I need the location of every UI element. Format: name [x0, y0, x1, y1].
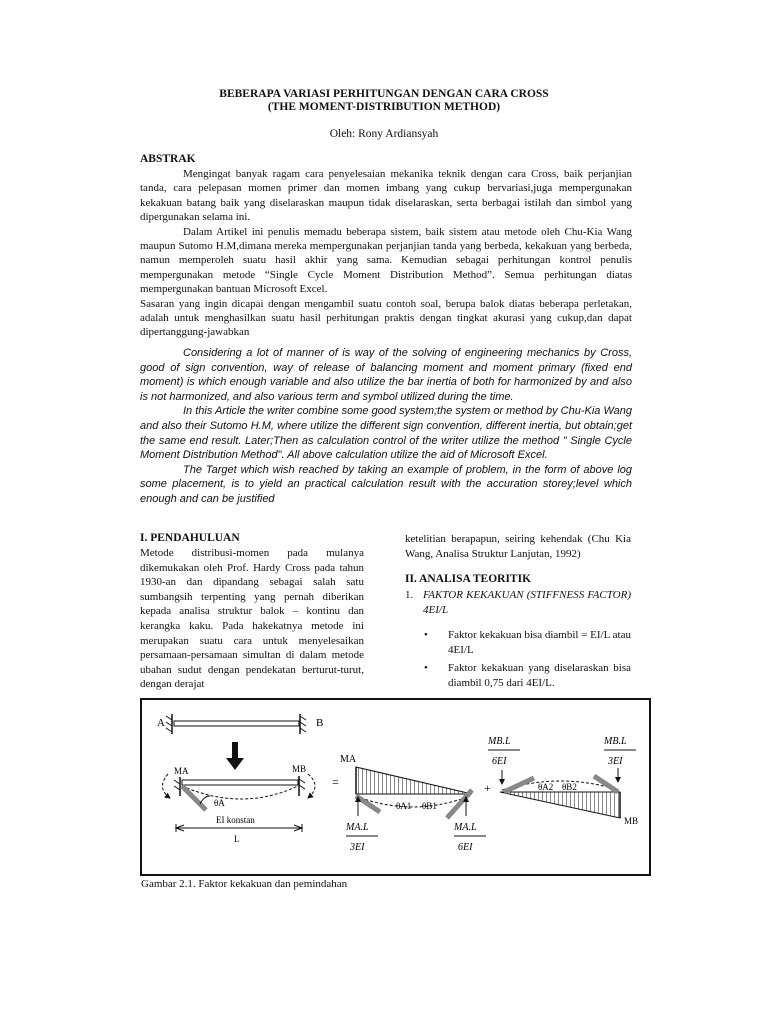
section2-heading: II. ANALISA TEORITIK	[405, 573, 532, 585]
deflected-beam	[162, 764, 315, 844]
label-mb-right: MB	[624, 816, 639, 826]
figure-frame	[140, 698, 651, 876]
frac-ma-3ei-num: MA.L	[346, 822, 369, 833]
label-mb-left: MB	[292, 764, 307, 774]
figure-caption: Gambar 2.1. Faktor kekakuan dan pemindahan	[141, 878, 348, 890]
paper-title-line1: BEBERAPA VARIASI PERHITUNGAN DENGAN CARA CROSS	[219, 88, 549, 100]
plus-sign: +	[484, 781, 491, 795]
english-abstract	[140, 346, 632, 507]
frac-ma-3ei-den: 3EI	[350, 842, 365, 853]
label-theta-a1: θA1	[396, 801, 412, 811]
section1-heading: I. PENDAHULUAN	[140, 532, 240, 544]
label-a: A	[157, 717, 165, 729]
frac-ma-6ei-num: MA.L	[454, 822, 477, 833]
subsection-title: FAKTOR KEKAKUAN (STIFFNESS FACTOR) 4EI/L	[423, 589, 631, 616]
label-theta-a: θA	[214, 798, 225, 808]
abstract-paragraph-1: Mengingat banyak ragam cara penyelesaian mekanika teknik dengan cara Cross, baik perjanjian tanda, cara pelepasan momen primer dan momen imbang yang cukup bervariasi,juga mempergunakan kekakuan batang baik yang diselaraskan maupun tidak diselaraskan, serta berbagai istilah dan simbol yang dipergunakan selama ini.	[140, 168, 632, 224]
label-theta-a2: θA2	[538, 782, 554, 792]
label-ma-left: MA	[174, 766, 189, 776]
frac-mb-3ei-num: MB.L	[604, 736, 627, 747]
english-paragraph-1: Considering a lot of manner of is way of the solving of engineering mechanics by Cross, good of sign convention, way of release of balancing moment and moment primary (fixed end moment) is which enough variable and also utilize the bar inertia of both for harmonized by and also is not harmonized, and also various term and symbol utilized during the time.	[140, 347, 632, 403]
abstract-body	[140, 167, 632, 340]
equals-sign: =	[332, 775, 339, 789]
english-paragraph-2: In this Article the writer combine some good system;the system or method by Chu-Kia Wang and also their Sutomo H.M, where utilize the different sign convention, different inertia, but obtain;get the same end result. Later;Then as calculation control of the writer utilize the method " Single Cycle Moment Distribution Method". All above calculation utilize the aid of Microsoft Excel.	[140, 405, 632, 462]
label-ma-mid: MA	[340, 754, 357, 765]
continuation-text: ketelitian berapapun, seiring kehendak (Chu Kia Wang, Analisa Struktur Lanjutan, 1992)	[405, 533, 631, 560]
bullet-item-1: • Faktor kekakuan bisa diambil = EI/L atau 4EI/L	[420, 628, 631, 657]
subsection-stiffness	[405, 588, 631, 617]
subsection-number: 1.	[405, 589, 414, 601]
frac-mb-6ei-den: 6EI	[492, 756, 507, 767]
bullet-list	[420, 628, 631, 694]
frac-mb-6ei-num: MB.L	[488, 736, 511, 747]
section1-text: Metode distribusi-momen pada mulanya dikemukakan oleh Prof. Hardy Cross pada tahun 1930-an dan dipandang sebagai salah satu sumbangsih terpenting yang pernah diberikan kepada analisa struktur balok – kontinu dan kerangka kaku. Pada hakekatnya metode ini merupakan suatu cara untuk menyelesaikan persamaan-persamaan simultan di dalam metode ubahan sudut dengan pendekatan berturut-turut, dengan derajat	[140, 547, 364, 691]
abstract-paragraph-3: Sasaran yang ingin dicapai dengan mengambil suatu contoh soal, berupa balok diatas beberapa perletakan, adalah untuk menghasilkan suatu hasil perhitungan praktis dengan tingkat akurasi yang cukup,dan dapat dipertanggung-jawabkan	[140, 297, 632, 339]
abstract-paragraph-2: Dalam Artikel ini penulis memadu beberapa sistem, baik sistem atau metode oleh Chu-Kia Wang maupun Sutomo H.M,dimana mereka mempergunakan perjanjian tanda yang berbeda, kekakuan yang berbeda, namun memperoleh suatu hasil akhir yang sama. Kemudian sebagai perhitungan kontrol penulis mempergunakan metode “Single Cycle Moment Distribution Method”. Semua perhitungan diatas mempergunakan bantuan Microsoft Excel.	[140, 225, 632, 296]
abstract-heading: ABSTRAK	[140, 153, 196, 165]
author: Oleh: Rony Ardiansyah	[329, 128, 439, 140]
beam-diagram	[142, 700, 649, 874]
bullet-item-2: • Faktor kekakuan yang diselaraskan bisa diambil 0,75 dari 4EI/L.	[420, 661, 631, 690]
paper-title-line2: (THE MOMENT-DISTRIBUTION METHOD)	[267, 101, 501, 113]
top-beam	[157, 714, 323, 734]
label-theta-b1: θB1	[422, 801, 437, 811]
moment-diagram-ma	[340, 754, 486, 853]
down-arrow-icon	[226, 742, 244, 770]
label-b: B	[316, 717, 324, 729]
english-paragraph-3: The Target which wish reached by taking an example of problem, in the form of above log some placement, is to yield an practical calculation result with the accuration storey;level which enough and can be justified	[140, 463, 632, 505]
frac-mb-3ei-den: 3EI	[608, 756, 623, 767]
frac-ma-6ei-den: 6EI	[458, 842, 473, 853]
label-theta-b2: θB2	[562, 782, 577, 792]
moment-diagram-mb	[487, 736, 638, 826]
label-length: L	[234, 834, 240, 844]
label-ei-konstan: EI konstan	[216, 815, 255, 825]
